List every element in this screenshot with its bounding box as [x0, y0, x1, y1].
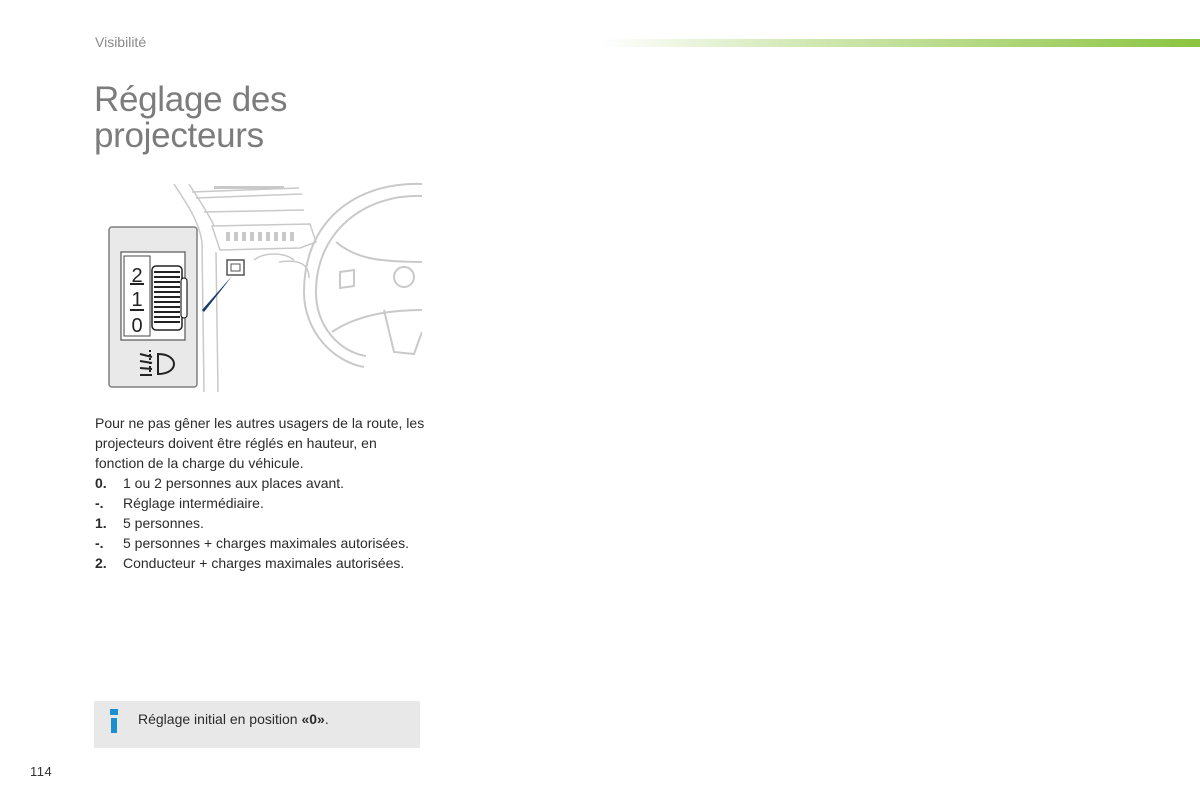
dashboard-switch: [227, 260, 244, 275]
intro-paragraph: Pour ne pas gêner les autres usagers de la route, les projecteurs doivent être réglés en hauteur, en fonction de la charge du véhicule.: [95, 415, 425, 471]
page-title-line-2: projecteurs: [94, 116, 264, 155]
list-item-text: Réglage intermédiaire.: [123, 495, 264, 511]
dial-number-1: 1: [131, 289, 143, 311]
list-item: [95, 513, 425, 533]
list-item: [95, 533, 425, 553]
dashboard-illustration: [104, 182, 422, 392]
note-text-after: .: [324, 711, 329, 727]
list-item-key: 1.: [95, 515, 107, 531]
dial-number-0: 0: [131, 315, 143, 337]
thumbwheel[interactable]: [152, 266, 187, 330]
list-item: [95, 473, 425, 493]
list-item: [95, 493, 425, 513]
note-text: [138, 711, 329, 727]
headlamp-adjustment-figure: [104, 182, 422, 392]
info-note: [94, 701, 420, 748]
dial-number-2: 2: [131, 265, 143, 287]
info-icon: [110, 709, 118, 733]
list-item-key: 2.: [95, 555, 107, 571]
list-item-key: -.: [95, 535, 104, 551]
note-text-before: Réglage initial en position: [138, 711, 302, 727]
section-label: Visibilité: [95, 34, 147, 50]
list-item: [95, 553, 425, 573]
list-item-key: -.: [95, 495, 104, 511]
list-item-text: Conducteur + charges maximales autorisées.: [123, 555, 405, 571]
page-title-line-1: Réglage des: [94, 80, 288, 119]
list-item-text: 5 personnes + charges maximales autorisées.: [123, 535, 409, 551]
page-number: 114: [30, 764, 53, 779]
list-item-text: 1 ou 2 personnes aux places avant.: [123, 475, 345, 491]
list-item-text: 5 personnes.: [123, 515, 204, 531]
info-icon-dot: [110, 709, 118, 715]
info-icon-bar: [111, 718, 117, 733]
list-item-key: 0.: [95, 475, 107, 491]
steering-wheel: [304, 184, 422, 367]
header-accent-bar: [600, 39, 1200, 47]
body-text: [95, 413, 425, 573]
note-text-bold: «0»: [301, 711, 325, 727]
page-title: [94, 82, 287, 154]
position-list: [95, 473, 425, 573]
